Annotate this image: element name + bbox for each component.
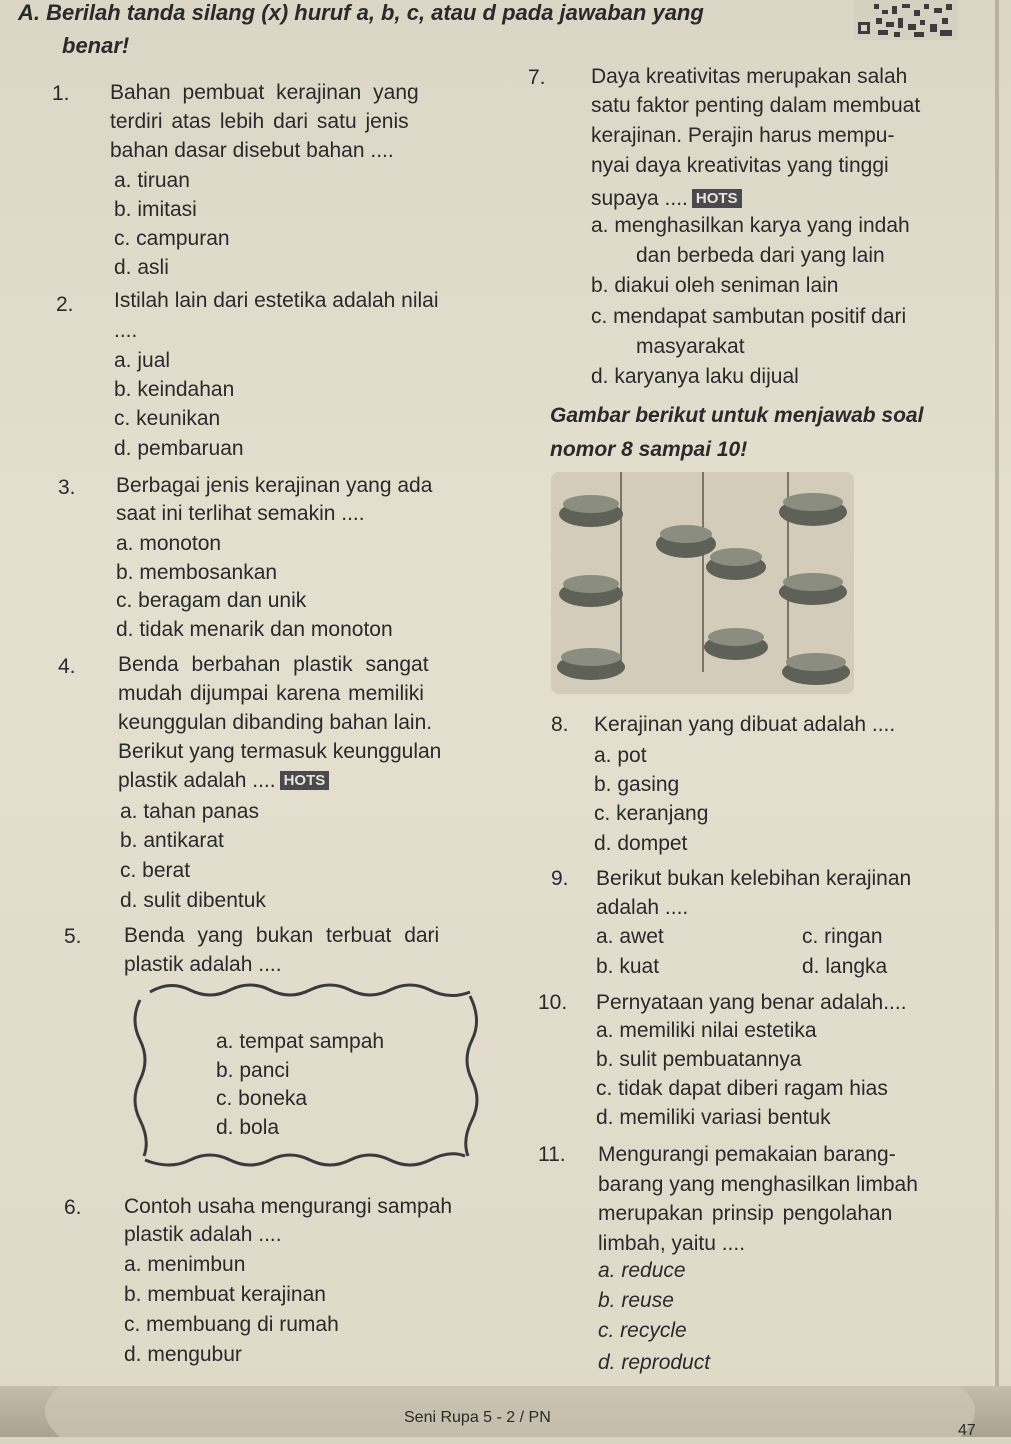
q4-text: Benda berbahan plastik sangat — [118, 653, 429, 676]
q10-option-a[interactable]: a. memiliki nilai estetika — [596, 1019, 817, 1042]
q7-text: nyai daya kreativitas yang tinggi — [591, 154, 889, 177]
q11-text: limbah, yaitu .... — [598, 1232, 746, 1255]
q1-text: terdiri atas lebih dari satu jenis — [110, 110, 409, 133]
q7-option-d[interactable]: d. karyanya laku dijual — [591, 365, 799, 388]
q2-text: .... — [114, 319, 138, 342]
q1-option-c[interactable]: c. campuran — [114, 227, 230, 250]
q5-text: plastik adalah .... — [124, 953, 282, 976]
q8-option-c[interactable]: c. keranjang — [594, 802, 709, 825]
q8-number: 8. — [551, 713, 569, 736]
q11-text: barang yang menghasilkan limbah — [598, 1173, 918, 1196]
q7-text: satu faktor penting dalam membuat — [591, 94, 921, 117]
qr-code-icon — [854, 0, 958, 40]
q1-text: bahan dasar disebut bahan .... — [110, 139, 394, 162]
q11-option-a[interactable]: a. reduce — [598, 1259, 686, 1282]
q6-text: plastik adalah .... — [124, 1223, 282, 1246]
q4-text-last: plastik adalah .... HOTS — [118, 768, 329, 794]
q7-text: Daya kreativitas merupakan salah — [591, 65, 908, 88]
q8-text: Kerajinan yang dibuat adalah .... — [594, 713, 896, 736]
q6-option-d[interactable]: d. mengubur — [124, 1343, 242, 1366]
q1-option-a[interactable]: a. tiruan — [114, 169, 190, 192]
q8-option-b[interactable]: b. gasing — [594, 773, 680, 796]
section-instruction-cont: benar! — [62, 33, 130, 58]
hots-badge: HOTS — [280, 771, 330, 790]
q2-option-c[interactable]: c. keunikan — [114, 407, 221, 430]
q9-text: adalah .... — [596, 896, 689, 919]
q8-option-a[interactable]: a. pot — [594, 744, 647, 767]
q3-option-d[interactable]: d. tidak menarik dan monoton — [116, 618, 393, 641]
q6-option-b[interactable]: b. membuat kerajinan — [124, 1283, 326, 1306]
q11-option-c[interactable]: c. recycle — [598, 1319, 687, 1342]
image-caption: Gambar berikut untuk menjawab soal — [550, 404, 924, 427]
q1-text: Bahan pembuat kerajinan yang — [110, 81, 419, 104]
q2-option-d[interactable]: d. pembaruan — [114, 437, 244, 460]
q4-text: Berikut yang termasuk keunggulan — [118, 740, 442, 763]
q9-option-b[interactable]: b. kuat — [596, 955, 660, 978]
q11-option-b[interactable]: b. reuse — [598, 1289, 674, 1312]
q7-option-a-cont: dan berbeda dari yang lain — [636, 244, 885, 267]
q11-option-d[interactable]: d. reproduct — [598, 1351, 711, 1374]
q10-text: Pernyataan yang benar adalah.... — [596, 991, 907, 1014]
q9-number: 9. — [551, 867, 569, 890]
q1-option-d[interactable]: d. asli — [114, 256, 169, 279]
q2-number: 2. — [56, 293, 74, 316]
q7-option-c[interactable]: c. mendapat sambutan positif dari — [591, 305, 907, 328]
q4-text: keunggulan dibanding bahan lain. — [118, 711, 433, 734]
q2-option-a[interactable]: a. jual — [114, 349, 171, 372]
q5-option-a[interactable]: a. tempat sampah — [216, 1030, 385, 1053]
q9-option-d[interactable]: d. langka — [802, 955, 888, 978]
q2-text: Istilah lain dari estetika adalah nilai — [114, 289, 439, 312]
hots-badge: HOTS — [692, 189, 742, 208]
q4-option-b[interactable]: b. antikarat — [120, 829, 224, 852]
q11-text: merupakan prinsip pengolahan — [598, 1202, 893, 1225]
q6-text: Contoh usaha mengurangi sampah — [124, 1195, 453, 1218]
q4-option-a[interactable]: a. tahan panas — [120, 800, 259, 823]
q9-option-a[interactable]: a. awet — [596, 925, 664, 948]
q7-option-b[interactable]: b. diakui oleh seniman lain — [591, 274, 839, 297]
q7-number: 7. — [528, 66, 546, 89]
q9-option-c[interactable]: c. ringan — [802, 925, 883, 948]
q5-option-d[interactable]: d. bola — [216, 1116, 280, 1139]
q11-number: 11. — [538, 1143, 566, 1166]
q2-option-b[interactable]: b. keindahan — [114, 378, 235, 401]
q6-option-c[interactable]: c. membuang di rumah — [124, 1313, 339, 1336]
q5-number: 5. — [64, 925, 82, 948]
decorative-frame — [130, 980, 485, 1170]
q5-text: Benda yang bukan terbuat dari — [124, 924, 440, 947]
q5-option-c[interactable]: c. boneka — [216, 1087, 308, 1110]
section-instruction: A. Berilah tanda silang (x) huruf a, b, c, atau d pada jawaban yang — [18, 0, 704, 25]
q3-text: Berbagai jenis kerajinan yang ada — [116, 474, 433, 497]
hanging-plant-pots-image — [551, 472, 854, 694]
q7-text: kerajinan. Perajin harus mempu- — [591, 124, 895, 147]
q1-number: 1. — [52, 82, 70, 105]
page-edge — [995, 0, 999, 1437]
q8-option-d[interactable]: d. dompet — [594, 832, 688, 855]
q6-number: 6. — [64, 1196, 82, 1219]
q3-text: saat ini terlihat semakin .... — [116, 502, 365, 525]
q7-option-a[interactable]: a. menghasilkan karya yang indah — [591, 214, 910, 237]
q9-text: Berikut bukan kelebihan kerajinan — [596, 867, 912, 890]
q10-option-d[interactable]: d. memiliki variasi bentuk — [596, 1106, 831, 1129]
q3-option-a[interactable]: a. monoton — [116, 532, 222, 555]
q3-option-b[interactable]: b. membosankan — [116, 561, 278, 584]
q4-number: 4. — [58, 655, 76, 678]
q7-text-last: supaya .... HOTS — [591, 186, 742, 212]
q1-option-b[interactable]: b. imitasi — [114, 198, 197, 221]
q5-option-b[interactable]: b. panci — [216, 1059, 290, 1082]
q10-number: 10. — [538, 991, 568, 1014]
q10-option-c[interactable]: c. tidak dapat diberi ragam hias — [596, 1077, 888, 1100]
q4-text: mudah dijumpai karena memiliki — [118, 682, 424, 705]
q6-option-a[interactable]: a. menimbun — [124, 1253, 246, 1276]
q4-option-c[interactable]: c. berat — [120, 859, 191, 882]
q10-option-b[interactable]: b. sulit pembuatannya — [596, 1048, 802, 1071]
footer-text: Seni Rupa 5 - 2 / PN — [404, 1409, 551, 1426]
image-caption-cont: nomor 8 sampai 10! — [550, 438, 748, 461]
q11-text: Mengurangi pemakaian barang- — [598, 1143, 896, 1166]
page-number: 47 — [958, 1422, 976, 1439]
q7-option-c-cont: masyarakat — [636, 335, 745, 358]
q3-number: 3. — [58, 476, 76, 499]
q4-option-d[interactable]: d. sulit dibentuk — [120, 889, 266, 912]
q3-option-c[interactable]: c. beragam dan unik — [116, 589, 307, 612]
